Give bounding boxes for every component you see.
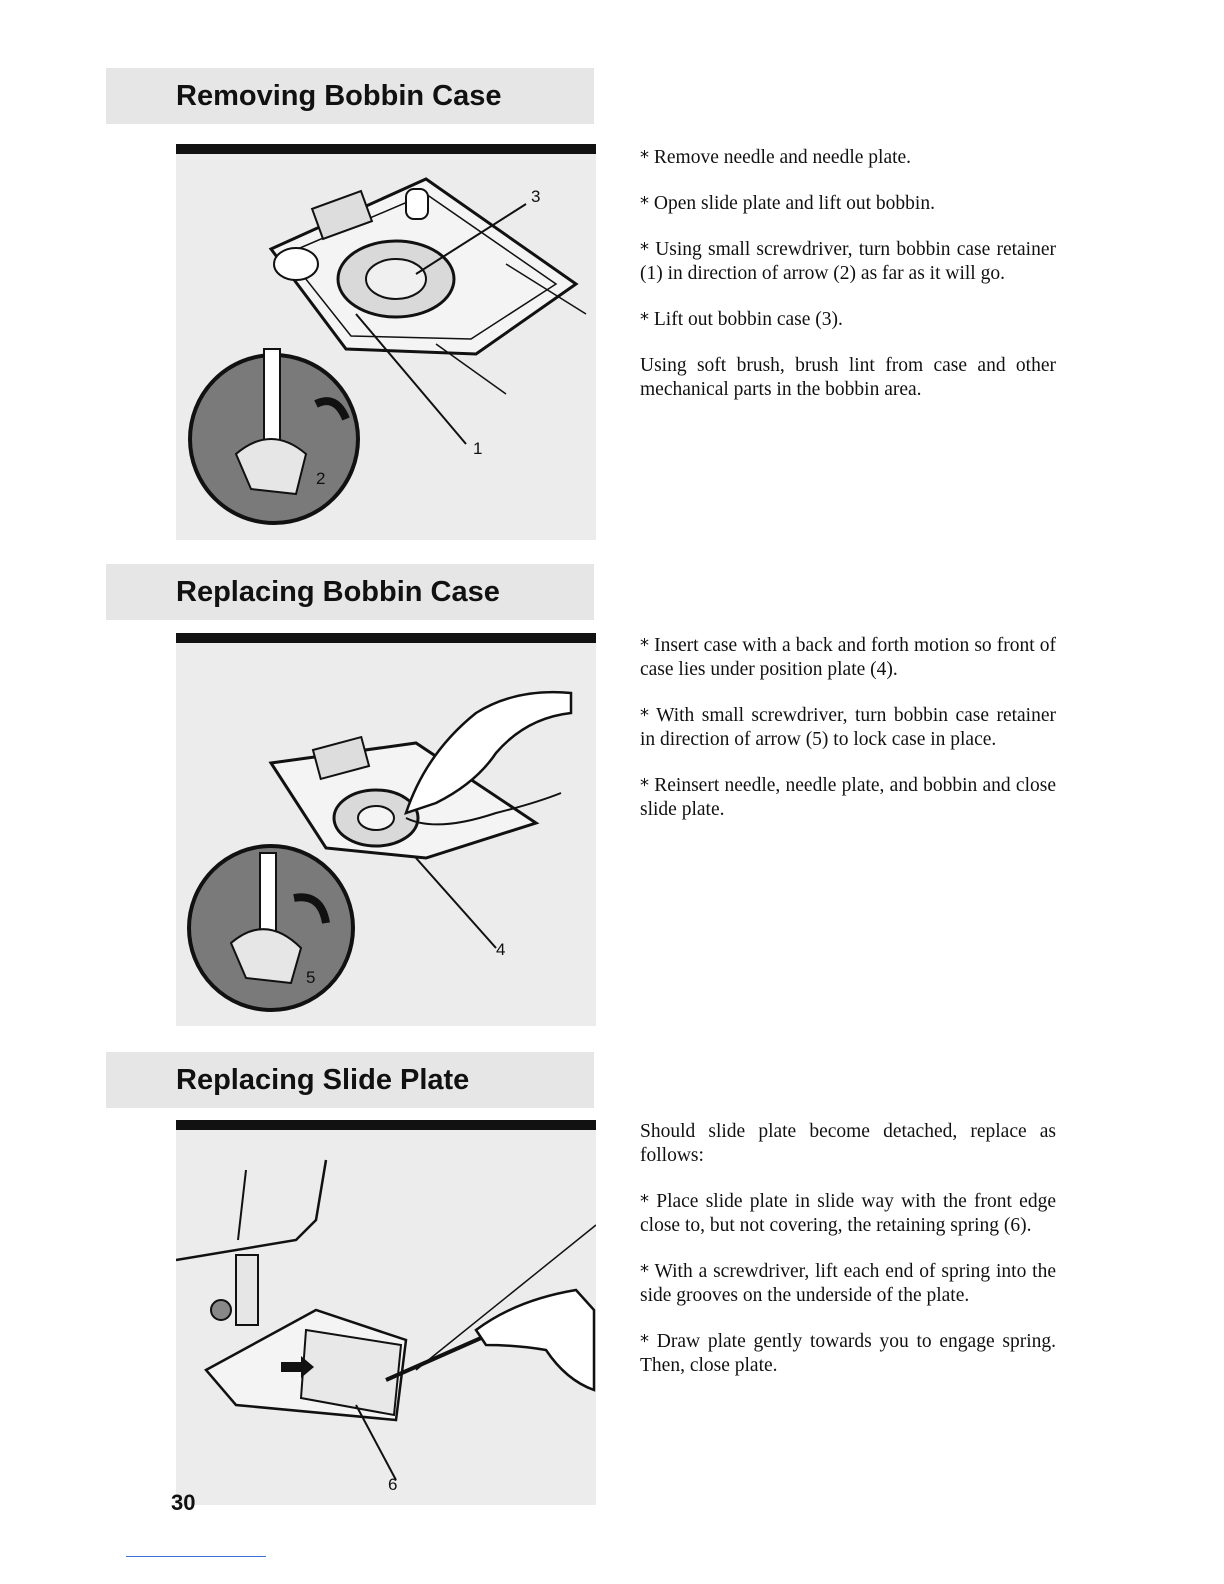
step: * Lift out bobbin case (3). <box>640 309 843 330</box>
bullet-star: * <box>640 193 649 214</box>
bullet-star: * <box>640 775 649 796</box>
bullet-star: * <box>640 309 649 330</box>
bullet-star: * <box>640 1331 649 1352</box>
bullet-star: * <box>640 705 649 726</box>
footer-line <box>126 1556 266 1557</box>
section-text-replacing-slide-plate <box>640 1120 1056 1400</box>
callout-6: 6 <box>388 1475 398 1494</box>
step: * Remove needle and needle plate. <box>640 147 912 168</box>
step: * Draw plate gently towards you to engage spring. Then, close plate. <box>640 1331 1057 1376</box>
callout-1: 1 <box>473 439 483 458</box>
bobbin-insert-drawing <box>176 643 596 1026</box>
slide-plate-drawing <box>176 1130 596 1505</box>
bullet-star: * <box>640 147 649 168</box>
step: * Using small screwdriver, turn bobbin case retainer (1) in direction of arrow (2) as far as it will go. <box>640 239 1057 284</box>
step: * Reinsert needle, needle plate, and bobbin and close slide plate. <box>640 775 1056 820</box>
step: * Insert case with a back and forth motion so front of case lies under position plate (4). <box>640 635 1057 680</box>
step: * Open slide plate and lift out bobbin. <box>640 193 935 214</box>
section-heading-replacing-slide-plate: Replacing Slide Plate <box>106 1052 594 1108</box>
section-heading-removing-bobbin-case: Removing Bobbin Case <box>106 68 594 124</box>
illustration-replacing-bobbin-case <box>176 643 596 1026</box>
section-heading-replacing-bobbin-case: Replacing Bobbin Case <box>106 564 594 620</box>
section-rule <box>176 633 596 643</box>
section-rule <box>176 144 596 154</box>
callout-2: 2 <box>316 469 326 488</box>
bobbin-area-drawing <box>176 154 596 540</box>
bullet-star: * <box>640 1191 649 1212</box>
note: Using soft brush, brush lint from case and other mechanical parts in the bobbin area. <box>640 355 1056 400</box>
section-rule <box>176 1120 596 1130</box>
illustration-replacing-slide-plate <box>176 1130 596 1505</box>
callout-4: 4 <box>496 940 506 959</box>
illustration-removing-bobbin-case <box>176 154 596 540</box>
step: * With a screwdriver, lift each end of spring into the side grooves on the underside of the plate. <box>640 1261 1056 1306</box>
callout-3: 3 <box>531 187 541 206</box>
page-number: 30 <box>171 1490 196 1515</box>
step: * With small screwdriver, turn bobbin case retainer in direction of arrow (5) to lock case in place. <box>640 705 1056 750</box>
callout-5: 5 <box>306 968 316 987</box>
bullet-star: * <box>640 1261 649 1282</box>
intro: Should slide plate become detached, replace as follows: <box>640 1121 1056 1166</box>
bullet-star: * <box>640 239 649 260</box>
bullet-star: * <box>640 635 649 656</box>
section-text-removing-bobbin-case <box>640 146 1056 424</box>
section-text-replacing-bobbin-case <box>640 634 1056 844</box>
step: * Place slide plate in slide way with the front edge close to, but not covering, the retaining spring (6). <box>640 1191 1056 1236</box>
